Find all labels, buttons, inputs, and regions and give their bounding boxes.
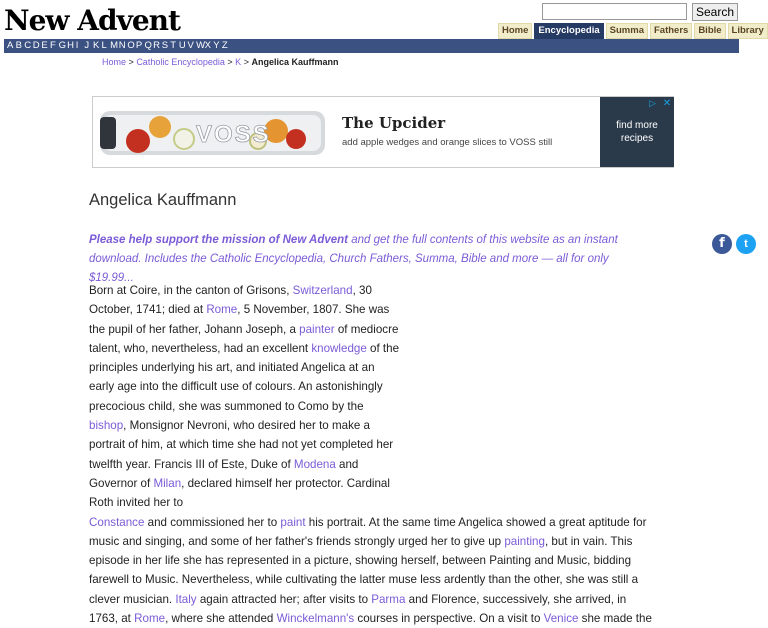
body-text: and commissioned her to [144,515,281,529]
body-text: Born at Coire, in the canton of Grisons, [89,284,293,297]
body-text: , where she attended [165,612,277,626]
nav-summa[interactable]: Summa [606,23,648,39]
nav-bible[interactable]: Bible [694,23,725,39]
body-text: she made the [578,612,652,626]
alpha-link-t[interactable]: T [170,40,177,51]
ad-close-icon[interactable]: ✕ [662,98,672,109]
link-modena[interactable]: Modena [293,457,336,471]
link-paint[interactable]: paint [280,515,306,529]
breadcrumb-home[interactable]: Home [102,57,127,67]
link-parma[interactable]: Parma [371,592,406,606]
body-text: , Monsignor Nevroni, who desired her to make a portrait of him, at which time she had not yet completed her twelfth year. Francis III of Este, Duke of [89,419,394,471]
alpha-link-w[interactable]: W [196,40,206,51]
nav-fathers[interactable]: Fathers [650,23,692,39]
alpha-link-h[interactable]: H [67,40,75,51]
facebook-share-icon[interactable]: f [712,234,732,254]
link-bishop[interactable]: bishop [89,419,124,433]
link-rome[interactable]: Rome [206,303,238,317]
link-switzerland[interactable]: Switzerland [292,284,353,297]
alpha-link-e[interactable]: E [41,40,48,51]
search-input[interactable] [542,3,687,20]
alpha-link-x[interactable]: X [204,40,211,51]
body-text: , 5 November, 1807. She was the pupil of her father, Johann Joseph, a [89,303,390,336]
page-title: Angelica Kauffmann [89,191,237,209]
alpha-link-b[interactable]: B [15,40,22,51]
ad-product-brand: VOSS [196,121,271,148]
link-knowledge[interactable]: knowledge [311,341,367,355]
nav-encyclopedia[interactable]: Encyclopedia [534,23,603,39]
body-text: of the principles underlying his art, and initiated Angelica at an early age into the difficult use of colours. An astonishingly precocious child, she was summoned to Como by the [89,341,400,413]
body-text: , 30 October, 1741; died at [89,284,372,317]
ad-description: add apple wedges and orange slices to VOSS still [342,137,553,148]
article-body [89,281,655,628]
breadcrumb-letter[interactable]: K [235,57,242,67]
alpha-link-f[interactable]: F [49,40,56,51]
nav-home[interactable]: Home [498,23,532,39]
alpha-link-j[interactable]: J [84,40,90,51]
body-text: again attracted her; after visits to [196,592,372,606]
alpha-link-q[interactable]: Q [144,40,152,51]
body-text: of mediocre talent, who, nevertheless, had an excellent [89,322,399,355]
ad-title[interactable]: The Upcider [342,114,446,132]
alpha-link-l[interactable]: L [101,40,107,51]
alpha-link-a[interactable]: A [7,40,14,51]
alpha-link-k[interactable]: K [92,40,100,51]
ad-cta-label: find more recipes [616,120,658,144]
alpha-link-u[interactable]: U [178,40,186,51]
link-venice[interactable]: Venice [543,612,579,626]
link-painter[interactable]: painter [299,322,335,336]
body-text: and Governor of [89,457,359,490]
alpha-link-r[interactable]: R [153,40,160,51]
article-text-wrap [89,281,401,513]
link-italy[interactable]: Italy [175,592,197,606]
alphabet-bar [4,39,739,53]
alpha-link-y[interactable]: Y [213,40,220,51]
alpha-link-g[interactable]: G [58,40,66,51]
breadcrumb-separator: > [128,57,134,67]
water-bottle-image [100,105,325,159]
alpha-link-m[interactable]: M [110,40,119,51]
body-text: and Florence, successively, she arrived, in 1763, at [89,592,627,626]
site-logo[interactable]: New Advent [4,4,180,37]
alpha-link-d[interactable]: D [32,40,40,51]
link-painting[interactable]: painting [504,534,545,548]
breadcrumb-encyclopedia[interactable]: Catholic Encyclopedia [136,57,225,67]
breadcrumb-separator: > [227,57,233,67]
alpha-link-o[interactable]: O [127,40,135,51]
alpha-link-i[interactable]: I [75,40,79,51]
alpha-link-z[interactable]: Z [221,40,228,51]
nav-library[interactable]: Library [728,23,768,39]
alpha-link-v[interactable]: V [187,40,194,51]
top-nav [498,23,768,38]
breadcrumb-current: Angelica Kauffmann [251,57,339,67]
alpha-link-p[interactable]: P [135,40,143,51]
ad-banner[interactable] [92,96,674,168]
twitter-share-icon[interactable]: t [736,234,756,254]
body-text: his portrait. At the same time Angelica showed a great aptitude for music and singing, and some of her father's friends strongly urged her to give up [89,515,647,548]
support-text: and get the full contents of this website as an instant download. Includes the Catholic Encyclopedia, Church Fathers, Summa, Bible and more — all for only $19.99... [89,234,618,284]
link-winckelmann[interactable]: Winckelmann's [276,612,355,626]
alpha-link-c[interactable]: C [24,40,32,51]
alpha-link-n[interactable]: N [118,40,126,51]
breadcrumb [102,57,339,67]
adchoices-icon[interactable]: ▷ [649,98,656,108]
body-text: , but in vain. This episode in her life she has represented in a picture, showing herself, between Painting and Music, bidding farewell to Music. Nevertheless, while cultivating the latter muse less ardently than the other, she was still a clever musician. [89,534,639,606]
alpha-link-s[interactable]: S [161,40,169,51]
article-paragraph [89,281,655,628]
body-text: , declared himself her protector. Cardinal Roth invited her to [89,476,390,510]
link-milan[interactable]: Milan [153,476,182,490]
search-button[interactable]: Search [692,3,738,21]
body-text: courses in perspective. On a visit to [354,612,544,626]
support-link[interactable]: Please help support the mission of New Advent [89,234,349,246]
link-constance[interactable]: Constance [89,515,145,529]
link-rome-2[interactable]: Rome [134,612,166,626]
breadcrumb-separator: > [243,57,249,67]
support-notice [89,231,654,288]
